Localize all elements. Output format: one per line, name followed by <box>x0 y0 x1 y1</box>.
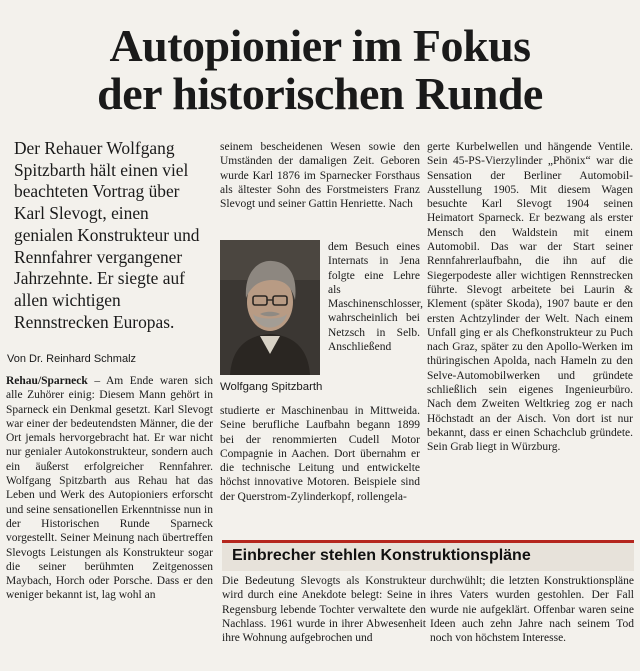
portrait-illustration <box>220 240 320 375</box>
lead-paragraph: Der Rehauer Wolfgang Spitzbarth hält einen viel beachteten Vortrag über Karl Slevogt, einen genialen Konstrukteur und Rennfahrer vergangener Jahrzehnte. Er siegte auf allen wichtigen Rennstrecken Europas. <box>14 138 200 332</box>
dateline: Rehau/Sparneck <box>6 375 88 387</box>
article-column-2-top: seinem bescheidenen Wesen sowie den Umständen der damaligen Zeit. Geboren wurde Karl 1876 im Sparnecker Forsthaus als ältester Sohn des Forstmeisters Franz Slevogt und seiner Gattin Henriette. Nach <box>220 141 420 211</box>
byline: Von Dr. Reinhard Schmalz <box>7 353 137 365</box>
article-column-2-bottom: studierte er Maschinenbau in Mittweida. Seine berufliche Laufbahn begann 1899 bei der renommierten Cudell Motor Compagnie in Aachen. Dort übernahm er die technische Leitung und entwickelte höchst innovative Motoren. Beispiele sind der Querstrom-Zylinderkopf, rollengela- <box>220 405 420 503</box>
photo-caption: Wolfgang Spitzbarth <box>220 381 323 393</box>
portrait-photo <box>220 240 320 375</box>
article-column-2-side: dem Besuch eines Internats in Jena folgte eine Lehre als Maschinenschlosser, wahrscheinlich bei Netzsch in Selb. Anschließend <box>328 241 424 354</box>
sidebar-header <box>222 540 634 571</box>
article-column-1 <box>6 374 213 603</box>
sidebar-title: Einbrecher stehlen Konstruktionspläne <box>232 547 531 564</box>
column-1-text: – Am Ende waren sich alle Zuhörer einig: Diesem Mann gehört in Sparneck ein Denkmal gesetzt. Karl Slevogt war einer der bedeutendsten Männer, die der Ort jemals hervorgebracht hat. Er war nicht nur genialer Autokonstrukteur, sondern auch ein äußerst erfolgreicher Rennfahrer. Wolfgang Spitzbarth aus Rehau hat das Leben und Werk des Autopioniers erforscht und seine sensationellen Erkenntnisse nun in der Historischen Runde Sparneck vorgestellt. Seiner Meinung nach übertreffen Slevogts Leistungen als Konstrukteur sogar die seiner berühmten Zeitgenossen Maybach, Horch oder Porsche. Dass er den weniger bekannt ist, lag wohl an <box>6 375 213 602</box>
headline-line-2: der historischen Runde <box>97 68 543 119</box>
sidebar-column-2: durchwühlt; die letzten Konstruktionspläne ihres Vaters wurden gestohlen. Der Fall wurde nie aufgeklärt. Offenbar waren seine Ideen auch zehn Jahre nach seinem Tod noch von höchstem Interesse. <box>430 575 634 645</box>
headline-line-1: Autopionier im Fokus <box>109 20 531 71</box>
headline <box>0 22 640 118</box>
article-column-3: gerte Kurbelwellen und hängende Ventile. Sein 45-PS-Vierzylinder „Phönix“ war die Sensation der Berliner Automobil-Ausstellung 1905. Mit diesem Wagen besuchte Karl Slevogt 1904 seinen Heimatort Sparneck. Er bezwang als erster Mensch den Waldstein mit einem Automobil. Das war der Start seiner Rennfahrerlaufbahn, die ihn auf die Siegerpodeste aller wichtigen Rennstrecken führte. Slevogt arbeitete bei Laurin & Klement (später Skoda), 1907 baute er den ersten Achtzylinder der Welt. Nach einem Unfall ging er als Chefkonstrukteur zu Puch nach Graz, später zu den Apollo-Werken im thüringischen Apolda, nach Hameln zu den Selve-Automobilwerken und gründete schließlich sein eigenes Ingenieurbüro. Nach dem Zweiten Weltkrieg zog er nach Höchstadt an der Aisch. Von dort ist nur bekannt, dass er einen Schachclub gründete. Sein Grab liegt in Würzburg. <box>427 141 633 454</box>
sidebar-column-1: Die Bedeutung Slevogts als Konstrukteur wird durch eine Anekdote belegt: Seine in Regensburg lebende Tochter verwaltete den Nachlass. 1961 wurde in ihrer Abwesenheit ihre Wohnung aufgebrochen und <box>222 575 426 645</box>
